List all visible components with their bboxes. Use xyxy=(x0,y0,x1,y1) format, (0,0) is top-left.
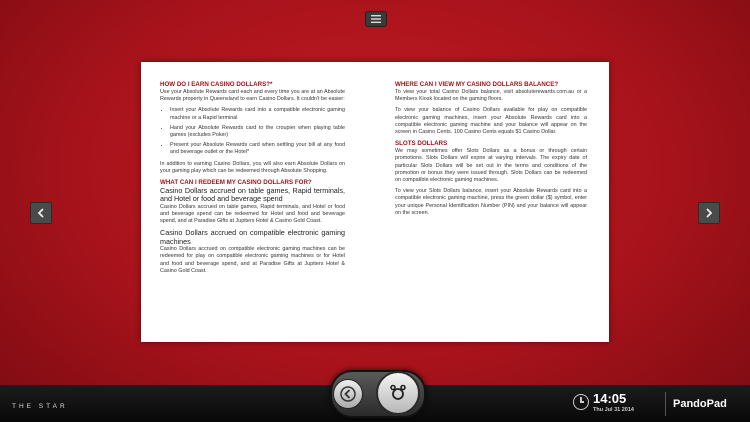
right-column xyxy=(395,81,587,221)
back-arrow-icon xyxy=(340,386,356,402)
chevron-right-icon xyxy=(705,208,713,218)
paragraph-slots-balance: To view your Slots Dollars balance, insert your Absolute Rewards card into a compatible electronic gaming machine, press the green dollar ($) symbol, enter your unique Personal Identification Number (PIN) and your balance will appear on the screen. xyxy=(395,188,587,216)
menu-button[interactable] xyxy=(365,11,387,27)
paragraph-table-games: Casino Dollars accrued on table games, Rapid terminals, and Hotel or food and beverage spend can be redeemed for Hotel and food and beverage spend, and at Paradise Gifts at Jupiters Hotel & Casino Gold Coast. xyxy=(160,203,345,225)
next-page-button[interactable] xyxy=(698,202,720,224)
heading-redeem: WHAT CAN I REDEEM MY CASINO DOLLARS FOR? xyxy=(160,179,312,187)
document-page xyxy=(141,62,609,342)
previous-page-button[interactable] xyxy=(30,202,52,224)
home-button[interactable] xyxy=(376,371,420,415)
paragraph-slots: We may sometimes offer Slots Dollars as a bonus or through certain promotions. Slots Dollars will expire at varying intervals. The expiry date of particular Slots Dollars will be set out in the terms and conditions of the promotion or bonus they were issued through. Slots Dollars can be redeemed on compatible electronic gaming machines. xyxy=(395,148,587,184)
subheading-gaming-machines: Casino Dollars accrued on compatible electronic gaming machines xyxy=(160,228,345,246)
heading-earn: HOW DO I EARN CASINO DOLLARS?* xyxy=(160,81,273,88)
clock-date: Thu Jul 31 2014 xyxy=(593,407,634,413)
earn-list xyxy=(160,107,345,156)
chevron-left-icon xyxy=(37,208,45,218)
home-logo-icon xyxy=(388,383,408,403)
the-star-logo: THE STAR xyxy=(12,403,68,410)
back-button[interactable] xyxy=(333,379,363,409)
paragraph-gaming-machines: Casino Dollars accrued on compatible electronic gaming machines can be redeemed for play on compatible electronic gaming machines or for Hotel and food and beverage spend, and at Paradise Gifts at Jupiters Hotel & Casino Gold Coast. xyxy=(160,246,345,274)
paragraph-view-total: To view your total Casino Dollars balance, visit absoluterewards.com.au or a Members Kiosk located on the gaming floors. xyxy=(395,89,587,103)
list-item: • Present your Absolute Rewards card when settling your bill at any food and beverage outlet or the Hotel* xyxy=(170,142,345,156)
heading-slots-dollars: SLOTS DOLLARS xyxy=(395,140,448,148)
paragraph-view-machine: To view your balance of Casino Dollars available for play on compatible electronic gaming machines, insert your Absolute Rewards card into a compatible electronic gaming machine and your balance will appear on the screen in Casino Cents. 100 Casino Cents equals $1 Casino Dollar. xyxy=(395,107,587,136)
left-column xyxy=(160,81,345,279)
addition-text: In addition to earning Casino Dollars, you will also earn Absolute Dollars on your gaming play which can be redeemed through Absolute Shopping. xyxy=(160,160,345,174)
bar-divider xyxy=(665,392,666,416)
heading-view-balance: WHERE CAN I VIEW MY CASINO DOLLARS BALANCE? xyxy=(395,81,559,88)
subheading-table-games: Casino Dollars accrued on table games, Rapid terminals, and Hotel or food and beverage spend xyxy=(160,186,345,204)
list-item: • Hand your Absolute Rewards card to the croupier when playing table games (excludes Poker) xyxy=(170,125,345,139)
hamburger-menu-icon xyxy=(371,15,381,23)
clock-time: 14:05 xyxy=(593,391,627,406)
intro-text: Use your Absolute Rewards card each and every time you are at an Absolute Rewards property in Queensland to earn Casino Dollars. It couldn't be easier: xyxy=(160,89,345,103)
pandopad-logo: PandoPad xyxy=(673,398,727,410)
list-item: • Insert your Absolute Rewards card into a compatible electronic gaming machine or a Rapid terminal xyxy=(170,107,345,121)
clock-icon xyxy=(573,394,589,410)
